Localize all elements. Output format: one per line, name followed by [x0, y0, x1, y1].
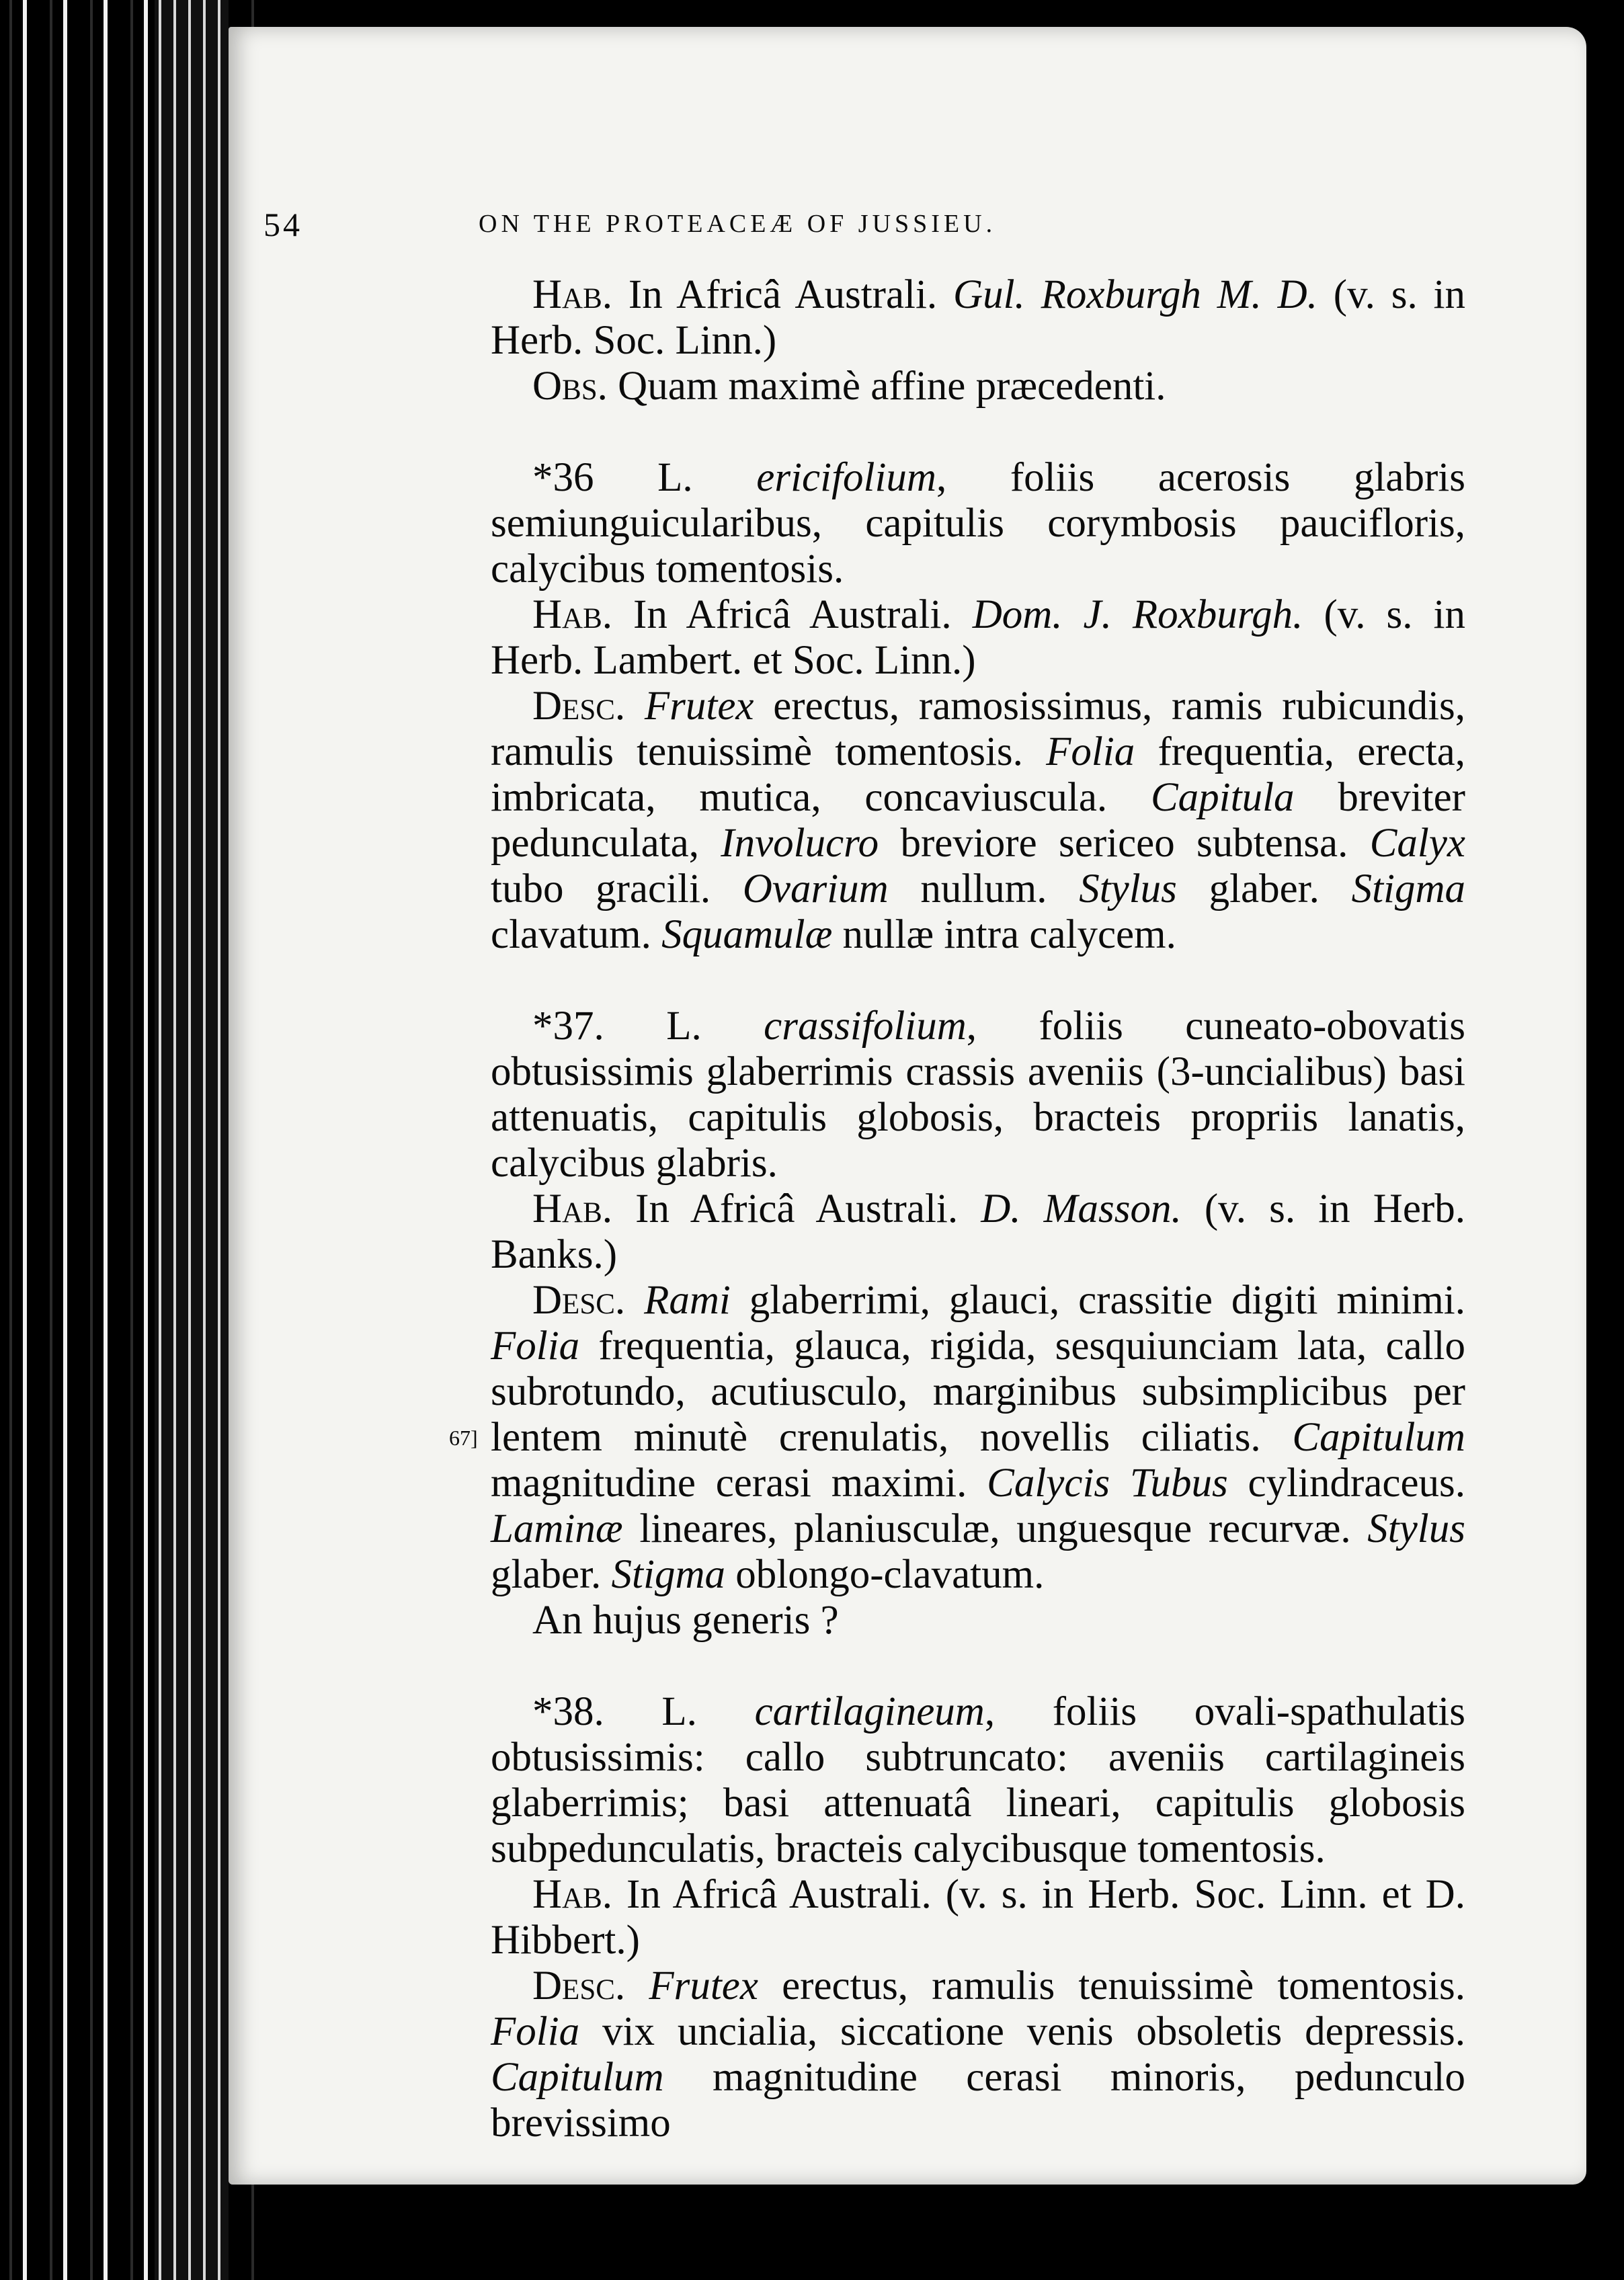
text-run: In Africâ Australi.	[612, 1186, 981, 1231]
text-run: magnitudine cerasi minoris, pedunculo brevissimo	[491, 2055, 1465, 2146]
text-run: Ovarium	[742, 866, 889, 911]
text-run: Quam maximè affine præcedenti.	[607, 364, 1166, 409]
text-run: clavatum.	[491, 912, 662, 957]
text-run: erectus, ramulis tenuissimè tomentosis.	[758, 1963, 1465, 2008]
text-run: frequentia, erecta, imbricata, mutica, concaviuscula.	[491, 729, 1466, 820]
text-run: In Africâ Australi.	[612, 592, 973, 637]
text-run: Hab.	[532, 272, 613, 317]
text-run: Desc.	[532, 1963, 626, 2008]
text-run: , foliis cuneato-obovatis obtusissimis glaberrimis crassis aveniis (3-uncialibus) basi attenuatis, capitulis globosis, bracteis propriis lanatis, calycibus glabris.	[491, 1004, 1465, 1186]
text-run: Laminæ	[491, 1506, 623, 1551]
text-run: magnitudine cerasi maximi.	[491, 1461, 987, 1506]
paragraph	[491, 364, 1465, 409]
text-run: Capitulum	[491, 2055, 664, 2100]
body-text	[449, 272, 1466, 2146]
margin-line-number: 67]	[449, 1426, 478, 1450]
text-run: nullum.	[888, 866, 1080, 911]
text-run: *36 L.	[532, 455, 757, 500]
text-run: (v. s. in Herb. Soc. Linn.)	[491, 272, 1465, 363]
paragraph	[491, 1872, 1465, 1963]
text-run: In Africâ Australi.	[612, 272, 954, 317]
text-run: D. Masson.	[981, 1186, 1182, 1231]
text-run: , foliis ovali-spathulatis obtusissimis: callo subtruncato: aveniis cartilagineis glaberrimis; basi attenuatâ lineari, capitulis globosis subpedunculatis, bracteis calycibusque tomentosis.	[491, 1689, 1465, 1871]
text-run: Involucro	[721, 821, 879, 866]
text-run: Hab.	[532, 1186, 613, 1231]
text-run: glaberrimi, glauci, crassitie digiti minimi.	[730, 1278, 1465, 1323]
text-run: Obs.	[532, 364, 608, 409]
text-run: *37. L.	[532, 1004, 764, 1049]
text-run: An hujus generis ?	[532, 1598, 839, 1643]
paragraph	[491, 455, 1465, 592]
text-run: Frutex	[644, 684, 754, 729]
text-run: Squamulæ	[661, 912, 833, 957]
text-run: Desc.	[532, 684, 626, 729]
text-run: crassifolium	[764, 1004, 967, 1049]
running-head: ON THE PROTEACEÆ OF JUSSIEU.	[479, 210, 997, 238]
text-run: cartilagineum	[754, 1689, 985, 1734]
text-run: (v. s. in Herb. Lambert. et Soc. Linn.)	[491, 592, 1465, 683]
text-run: Calycis Tubus	[987, 1461, 1228, 1506]
text-run: Dom. J. Roxburgh.	[972, 592, 1303, 637]
text-run: nullæ intra calycem.	[832, 912, 1176, 957]
text-run	[625, 1278, 644, 1323]
text-run: Stylus	[1079, 866, 1177, 911]
text-run: Hab.	[532, 592, 613, 637]
text-run: (v. s. in Herb. Banks.)	[491, 1186, 1465, 1277]
paragraph	[491, 1186, 1465, 1278]
text-run: Stigma	[611, 1552, 725, 1597]
paragraph	[491, 1689, 1465, 1872]
text-run: erectus, ramosissimus, ramis rubicundis, ramulis tenuissimè tomentosis.	[491, 684, 1466, 774]
text-run: lineares, planiusculæ, unguesque recurvæ.	[622, 1506, 1368, 1551]
text-run	[625, 1963, 649, 2008]
text-run: Capitulum	[1292, 1415, 1465, 1460]
text-run: ericifolium	[756, 455, 936, 500]
text-run: cylindraceus.	[1227, 1461, 1466, 1506]
text-run: , foliis acerosis glabris semiunguicularibus, capitulis corymbosis paucifloris, calycibus tomentosis.	[491, 455, 1465, 592]
text-run: Folia	[491, 1324, 580, 1369]
text-run: Calyx	[1369, 821, 1465, 866]
paragraph	[491, 1278, 1465, 1598]
text-run: glaber.	[491, 1552, 612, 1597]
text-run: breviore sericeo subtensa.	[879, 821, 1370, 866]
text-run: Stigma	[1351, 866, 1466, 911]
text-run: frequentia, glauca, rigida, sesquiunciam lata, callo subrotundo, acutiusculo, marginibus subsimplicibus per lentem minutè crenulatis, novellis ciliatis.	[491, 1324, 1465, 1460]
paragraph	[491, 272, 1465, 364]
paragraph	[491, 1004, 1465, 1186]
page-number: 54	[263, 206, 302, 243]
text-run: tubo gracili.	[491, 866, 743, 911]
text-run: Folia	[491, 2009, 580, 2054]
text-run: glaber.	[1176, 866, 1352, 911]
text-run: breviter pedunculata,	[491, 775, 1465, 866]
text-run: Folia	[1046, 729, 1135, 774]
text-run: Rami	[644, 1278, 731, 1323]
page-edges	[155, 0, 229, 2280]
paragraph	[491, 592, 1465, 684]
text-run: Capitula	[1150, 775, 1295, 820]
paragraph	[491, 684, 1465, 958]
text-run: vix uncialia, siccatione venis obsoletis depressis.	[579, 2009, 1465, 2054]
text-run: Stylus	[1367, 1506, 1465, 1551]
text-run: *38. L.	[532, 1689, 755, 1734]
text-run: Desc.	[532, 1278, 626, 1323]
text-run: In Africâ Australi. (v. s. in Herb. Soc. Linn. et D. Hibbert.)	[491, 1872, 1465, 1963]
paragraph	[491, 1598, 1465, 1643]
text-run: Frutex	[649, 1963, 758, 2008]
text-run: oblongo-clavatum.	[725, 1552, 1045, 1597]
text-run: Gul. Roxburgh M. D.	[953, 272, 1317, 317]
text-run	[625, 684, 645, 729]
text-run: Hab.	[532, 1872, 613, 1917]
paragraph	[491, 1963, 1465, 2146]
